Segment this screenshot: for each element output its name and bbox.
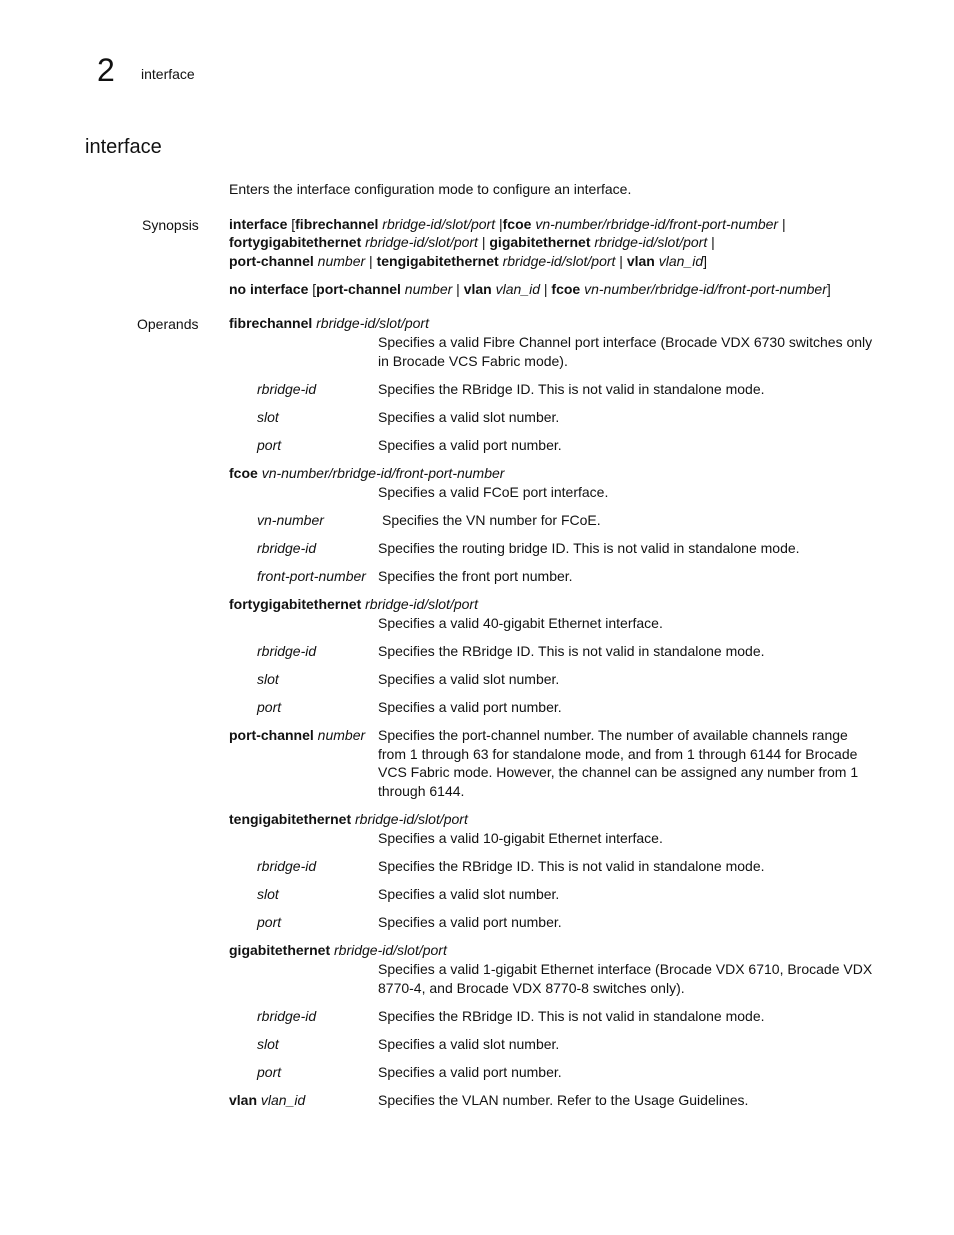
sub-operand-description: Specifies a valid port number.	[378, 437, 562, 453]
operand-keyword: fibrechannel	[229, 315, 313, 331]
operand-keyword: port-channel	[229, 727, 314, 743]
sub-operand-description: Specifies a valid port number.	[378, 914, 562, 930]
sub-operand-description: Specifies a valid slot number.	[378, 671, 560, 687]
synopsis-punctuation: |	[452, 281, 464, 297]
operand-keyword: fortygigabitethernet	[229, 596, 362, 612]
operand-description: Specifies a valid 1-gigabit Ethernet interface (Brocade VDX 6710, Brocade VDX 8770-4, and Brocade VDX 8770-8 switches only).	[378, 961, 873, 996]
synopsis-argument: rbridge-id/slot/port	[590, 234, 708, 250]
operand-argument: rbridge-id/slot/port	[316, 315, 429, 331]
sub-operand-name: port	[257, 437, 282, 453]
sub-operand-description: Specifies the front port number.	[378, 568, 573, 584]
synopsis-punctuation: ]	[826, 281, 831, 297]
command-description: Enters the interface configuration mode to configure an interface.	[229, 181, 632, 197]
sub-operand-description: Specifies a valid port number.	[378, 1064, 562, 1080]
synopsis-punctuation: |	[495, 216, 503, 232]
operand-description: Specifies a valid FCoE port interface.	[378, 484, 609, 500]
synopsis-argument: rbridge-id/slot/port	[498, 253, 616, 269]
sub-operand-name: vn-number	[257, 512, 324, 528]
synopsis-keyword: vlan	[463, 281, 492, 297]
operand-keyword: gigabitethernet	[229, 942, 331, 958]
operand-keyword: fcoe	[229, 465, 258, 481]
synopsis-line-2	[229, 233, 879, 252]
sub-operand-name: rbridge-id	[257, 540, 317, 556]
synopsis-punctuation: [	[308, 281, 317, 297]
sub-operand-description: Specifies the RBridge ID. This is not valid in standalone mode.	[378, 381, 765, 397]
synopsis-keyword: fortygigabitethernet	[229, 234, 362, 250]
synopsis-punctuation: ]	[703, 253, 707, 269]
sub-operand-description: Specifies a valid slot number.	[378, 409, 560, 425]
sub-operand-description: Specifies a valid slot number.	[378, 1036, 560, 1052]
operand-fortygigabitethernet	[229, 595, 478, 614]
sub-operand-name: port	[257, 1064, 282, 1080]
operand-fibrechannel	[229, 314, 429, 333]
synopsis-punctuation: |	[477, 234, 490, 250]
operand-argument: number	[317, 727, 366, 743]
sub-operand-description: Specifies the RBridge ID. This is not valid in standalone mode.	[378, 643, 765, 659]
synopsis-punctuation: |	[365, 253, 377, 269]
sub-operand-description: Specifies a valid port number.	[378, 699, 562, 715]
synopsis-argument: number	[400, 281, 453, 297]
sub-operand-description: Specifies the VN number for FCoE.	[382, 512, 601, 528]
operand-argument: vn-number/rbridge-id/front-port-number	[261, 465, 505, 481]
operand-fcoe	[229, 464, 504, 483]
synopsis-keyword: tengigabitethernet	[376, 253, 499, 269]
sub-operand-name: rbridge-id	[257, 381, 317, 397]
synopsis-no-form	[229, 280, 879, 299]
synopsis-punctuation: |	[707, 234, 715, 250]
sub-operand-description: Specifies the routing bridge ID. This is not valid in standalone mode.	[378, 540, 800, 556]
synopsis-argument: vn-number/rbridge-id/front-port-number	[580, 281, 827, 297]
operand-tengigabitethernet	[229, 810, 468, 829]
synopsis-keyword: no interface	[229, 281, 309, 297]
chapter-number: 2	[97, 52, 115, 88]
operand-description: Specifies a valid 40-gigabit Ethernet interface.	[378, 615, 663, 631]
operands-label: Operands	[137, 316, 199, 332]
synopsis-argument: vlan_id	[654, 253, 704, 269]
synopsis-punctuation: |	[539, 281, 552, 297]
sub-operand-description: Specifies the RBridge ID. This is not valid in standalone mode.	[378, 1008, 765, 1024]
operand-keyword: vlan	[229, 1092, 258, 1108]
sub-operand-description: Specifies a valid slot number.	[378, 886, 560, 902]
operand-keyword: tengigabitethernet	[229, 811, 352, 827]
sub-operand-name: front-port-number	[257, 568, 366, 584]
page-title: interface	[85, 136, 162, 158]
operand-description: Specifies the port-channel number. The number of available channels range from 1 through 63 for standalone mode, and from 1 through 6144 for Brocade VCS Fabric mode. However, the channel can be assigned any number from 1 through 6144.	[378, 727, 859, 799]
synopsis-keyword: interface	[229, 216, 288, 232]
sub-operand-name: port	[257, 914, 282, 930]
synopsis-line-3	[229, 252, 879, 271]
synopsis-keyword: fcoe	[551, 281, 581, 297]
sub-operand-name: rbridge-id	[257, 643, 317, 659]
operand-argument: rbridge-id/slot/port	[334, 942, 447, 958]
operand-argument: rbridge-id/slot/port	[365, 596, 478, 612]
synopsis-label: Synopsis	[142, 217, 199, 233]
synopsis-keyword: gigabitethernet	[489, 234, 591, 250]
synopsis-keyword: vlan	[626, 253, 655, 269]
operand-argument: vlan_id	[260, 1092, 306, 1108]
synopsis-keyword: fcoe	[502, 216, 532, 232]
sub-operand-description: Specifies the RBridge ID. This is not valid in standalone mode.	[378, 858, 765, 874]
sub-operand-name: rbridge-id	[257, 1008, 317, 1024]
synopsis-argument: rbridge-id/slot/port	[361, 234, 478, 250]
synopsis-keyword: fibrechannel	[295, 216, 379, 232]
sub-operand-name: slot	[257, 886, 279, 902]
synopsis-argument: rbridge-id/slot/port	[378, 216, 496, 232]
synopsis-keyword: port-channel	[316, 281, 401, 297]
operand-gigabitethernet	[229, 941, 447, 960]
synopsis-argument: number	[313, 253, 366, 269]
operand-port-channel	[229, 726, 365, 745]
operand-vlan	[229, 1091, 305, 1110]
sub-operand-name: slot	[257, 1036, 279, 1052]
synopsis-keyword: port-channel	[229, 253, 314, 269]
operand-description: Specifies the VLAN number. Refer to the Usage Guidelines.	[378, 1092, 749, 1108]
operand-description: Specifies a valid Fibre Channel port interface (Brocade VDX 6730 switches only in Brocade VCS Fabric mode).	[378, 334, 873, 369]
operand-argument: rbridge-id/slot/port	[355, 811, 468, 827]
sub-operand-name: rbridge-id	[257, 858, 317, 874]
synopsis-argument: vlan_id	[491, 281, 540, 297]
running-header-title: interface	[141, 66, 195, 82]
sub-operand-name: slot	[257, 409, 279, 425]
synopsis-line-1	[229, 215, 879, 234]
synopsis-punctuation: |	[778, 216, 786, 232]
synopsis-punctuation: |	[615, 253, 627, 269]
sub-operand-name: port	[257, 699, 282, 715]
sub-operand-name: slot	[257, 671, 279, 687]
operand-description: Specifies a valid 10-gigabit Ethernet interface.	[378, 830, 663, 846]
synopsis-punctuation: [	[287, 216, 296, 232]
synopsis-argument: vn-number/rbridge-id/front-port-number	[531, 216, 779, 232]
